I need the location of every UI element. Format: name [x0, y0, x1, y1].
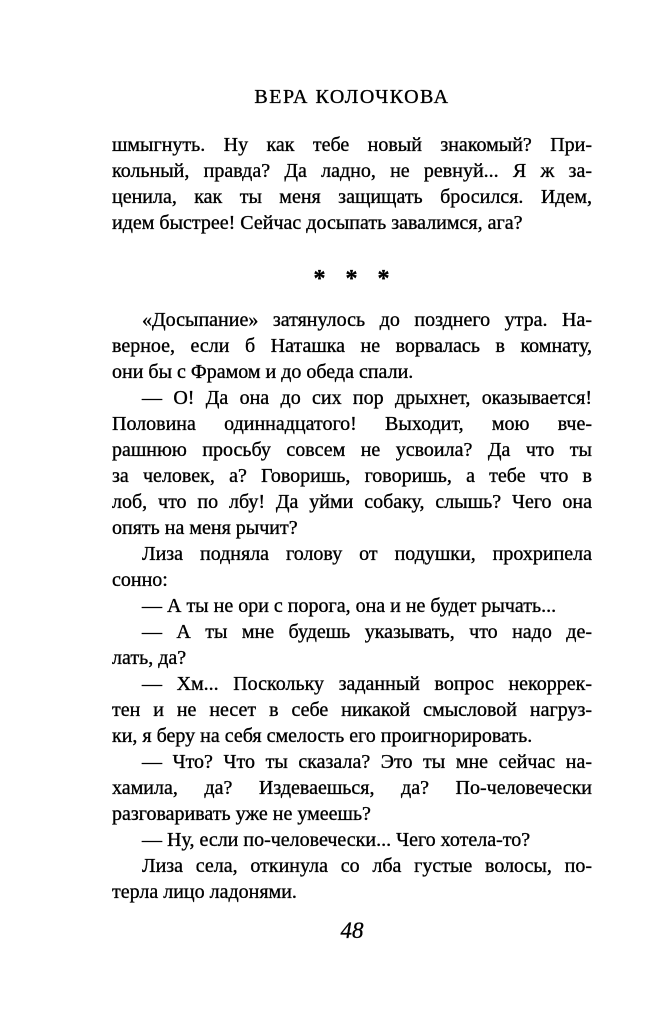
text-line: — Ну, если по-человечески... Чего хотела-то? [142, 829, 531, 851]
paragraph [112, 132, 592, 236]
text-line: лать, да? [112, 647, 187, 669]
content [112, 132, 592, 905]
paragraph [112, 593, 592, 619]
text-line: — Что? Что ты сказала? Это ты мне сейчас на- [142, 751, 592, 773]
paragraph [112, 853, 592, 905]
paragraph [112, 671, 592, 749]
text-line: Лиза села, откинула со лба густые волосы, по- [142, 855, 592, 877]
running-header-author: ВЕРА КОЛОЧКОВА [254, 86, 450, 108]
text-line: кольный, правда? Да ладно, не ревнуй... Я ж за- [112, 160, 592, 182]
text-line: Половина одиннадцатого! Выходит, мою вче- [112, 413, 592, 435]
text-line: идем быстрее! Сейчас досыпать завалимся, ага? [112, 212, 523, 234]
text-line: хамила, да? Издеваешься, да? По-человечески [112, 777, 592, 799]
text-line: шмыгнуть. Ну как тебе новый знакомый? При- [112, 134, 592, 156]
text-line: — Хм... Поскольку заданный вопрос некоррек- [142, 673, 592, 695]
text-line: «Досыпание» затянулось до позднего утра. На- [142, 309, 592, 331]
section-separator: * * * [313, 266, 391, 292]
text-line: ценила, как ты меня защищать бросился. Идем, [112, 186, 592, 208]
paragraph [112, 619, 592, 671]
text-line: — А ты не ори с порога, она и не будет рычать... [142, 595, 557, 617]
paragraph [112, 749, 592, 827]
text-line: лоб, что по лбу! Да уйми собаку, слышь? Чего она [112, 491, 592, 513]
paragraph [112, 385, 592, 541]
text-line: — О! Да она до сих пор дрыхнет, оказывается! [142, 387, 592, 409]
paragraph [112, 307, 592, 385]
text-line: верное, если б Наташка не ворвалась в комнату, [112, 335, 592, 357]
text-line: терла лицо ладонями. [112, 881, 297, 903]
text-line: за человек, а? Говоришь, говоришь, а тебе что в [112, 465, 592, 487]
text-line: ки, я беру на себя смелость его проигнорировать. [112, 725, 533, 747]
text-line: тен и не несет в себе никакой смысловой нагруз- [112, 699, 592, 721]
text-line: Лиза подняла голову от подушки, прохрипела [142, 543, 592, 565]
text-line: опять на меня рычит? [112, 517, 298, 539]
text-line: они бы с Фрамом и до обеда спали. [112, 361, 414, 383]
text-line: сонно: [112, 569, 168, 591]
page-number: 48 [340, 918, 364, 943]
text-line: — А ты мне будешь указывать, что надо де- [142, 621, 592, 643]
text-line: рашнюю просьбу совсем не усвоила? Да что ты [112, 439, 592, 461]
text-line: разговаривать уже не умеешь? [112, 803, 371, 825]
paragraph [112, 541, 592, 593]
paragraph [112, 827, 592, 853]
